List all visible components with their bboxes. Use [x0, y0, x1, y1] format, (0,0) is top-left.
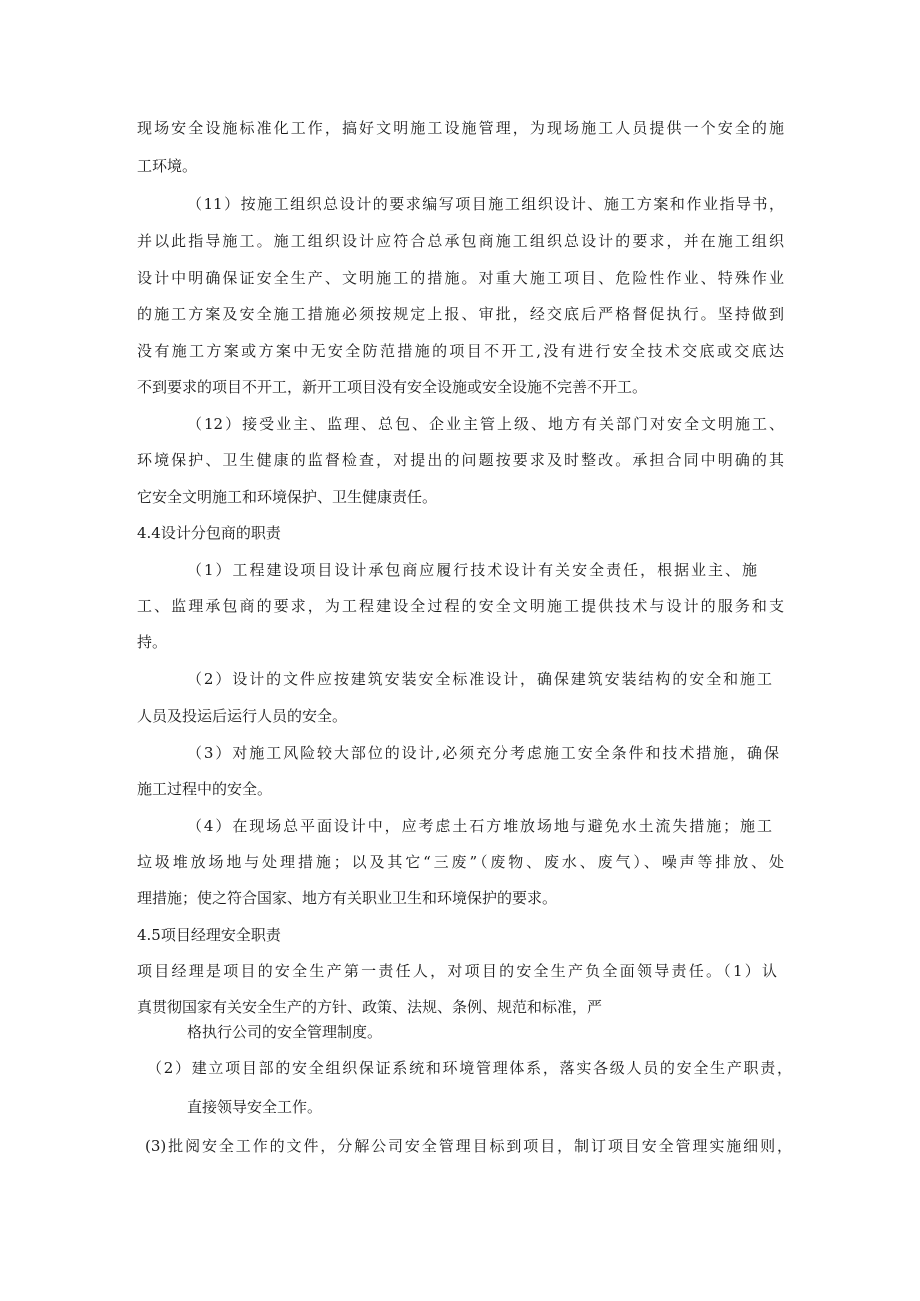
paragraph-line: 垃圾堆放场地与处理措施；以及其它“三废”（废物、废水、废气）、噪声等排放、处 — [137, 853, 784, 871]
paragraph-line: （2）建立项目部的安全组织保证系统和环境管理体系，落实各级人员的安全生产职责， — [147, 1059, 792, 1077]
paragraph-line: （12）接受业主、监理、总包、企业主管上级、地方有关部门对安全文明施工、 — [187, 415, 784, 433]
paragraph-line: 施工过程中的安全。 — [137, 780, 273, 798]
paragraph-line: 工环境。 — [137, 157, 198, 175]
paragraph-line: (3)批阅安全工作的文件，分解公司安全管理目标到项目，制订项目安全管理实施细则， — [145, 1137, 792, 1155]
paragraph-line: （3）对施工风险较大部位的设计,必须充分考虑施工安全条件和技术措施，确保 — [187, 744, 779, 762]
paragraph-line: 真贯彻国家有关安全生产的方针、政策、法规、条例、规范和标准，严 — [137, 998, 603, 1016]
paragraph-line: 的施工方案及安全施工措施必须按规定上报、审批，经交底后严格督促执行。坚持做到 — [137, 305, 784, 323]
paragraph-line: （1）工程建设项目设计承包商应履行技术设计有关安全责任，根据业主、施 — [187, 561, 757, 579]
paragraph-line: 环境保护、卫生健康的监督检查，对提出的问题按要求及时整改。承担合同中明确的其 — [137, 451, 784, 469]
section-heading: 4.5项目经理安全职责 — [137, 926, 281, 944]
paragraph-line: 理措施；使之符合国家、地方有关职业卫生和环境保护的要求。 — [137, 889, 558, 907]
paragraph-line: 直接领导安全工作。 — [187, 1098, 323, 1116]
section-heading: 4.4设计分包商的职责 — [137, 524, 281, 542]
paragraph-line: 格执行公司的安全管理制度。 — [187, 1023, 383, 1041]
paragraph-line: 项目经理是项目的安全生产第一责任人，对项目的安全生产负全面领导责任。（1）认 — [137, 962, 777, 980]
paragraph-line: （4）在现场总平面设计中，应考虑土石方堆放场地与避免水土流失措施；施工 — [187, 817, 772, 835]
paragraph-line: 设计中明确保证安全生产、文明施工的措施。对重大施工项目、危险性作业、特殊作业 — [137, 269, 784, 287]
paragraph-line: 没有施工方案或方案中无安全防范措施的项目不开工,没有进行安全技术交底或交底达 — [137, 342, 784, 360]
paragraph-line: （11）按施工组织总设计的要求编写项目施工组织设计、施工方案和作业指导书， — [187, 195, 784, 213]
paragraph-line: 它安全文明施工和环境保护、卫生健康责任。 — [137, 488, 438, 506]
paragraph-line: 并以此指导施工。施工组织设计应符合总承包商施工组织总设计的要求，并在施工组织 — [137, 232, 784, 250]
paragraph-line: 工、监理承包商的要求，为工程建设全过程的安全文明施工提供技术与设计的服务和支 — [137, 597, 784, 615]
paragraph-line: 现场安全设施标准化工作，搞好文明施工设施管理，为现场施工人员提供一个安全的施 — [137, 119, 784, 137]
paragraph-line: 人员及投运后运行人员的安全。 — [137, 707, 348, 725]
paragraph-line: 持。 — [137, 633, 168, 651]
paragraph-line: 不到要求的项目不开工，新开工项目没有安全设施或安全设施不完善不开工。 — [137, 378, 648, 396]
paragraph-line: （2）设计的文件应按建筑安装安全标准设计，确保建筑安装结构的安全和施工 — [187, 670, 772, 688]
